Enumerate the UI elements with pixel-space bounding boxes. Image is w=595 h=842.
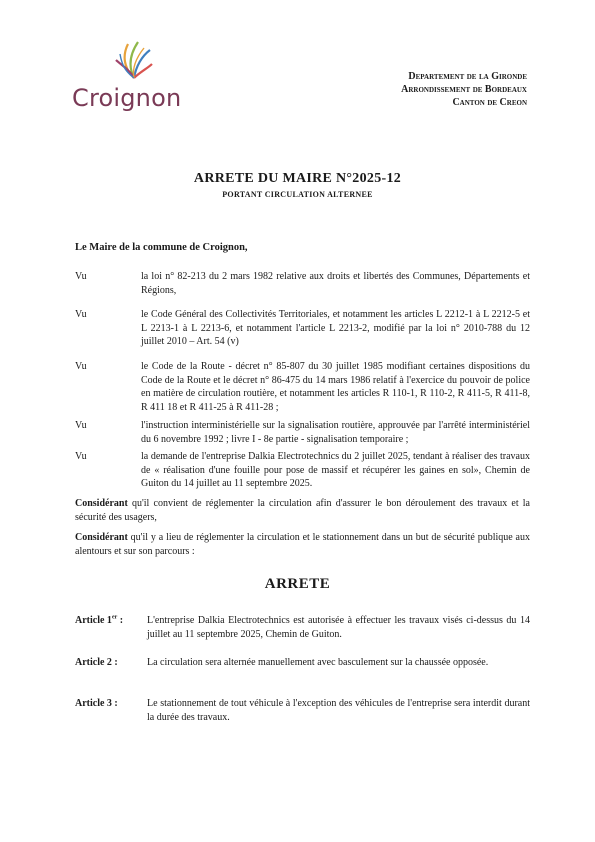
article-text: L'entreprise Dalkia Electrotechnics est autorisée à effectuer les travaux visés ci-dessus du 14 juillet au 11 septembre 2025, Chemin de Guiton.	[147, 615, 530, 640]
vu-clause	[75, 419, 530, 446]
article-label: Article 3 :	[75, 698, 118, 709]
vu-clause	[75, 360, 530, 414]
article-label: Article 1er :	[75, 614, 124, 626]
vu-clause	[75, 450, 530, 491]
vu-clause	[75, 308, 530, 349]
considerant-label: Considérant	[75, 498, 128, 509]
vu-clause	[75, 270, 530, 297]
considerant-clause	[75, 531, 530, 558]
vu-text: la loi n° 82-213 du 2 mars 1982 relative aux droits et libertés des Communes, Départements et Régions,	[141, 271, 530, 296]
header-canton: Canton de Creon	[452, 97, 527, 108]
administrative-header	[401, 70, 527, 109]
header-department: Departement de la Gironde	[408, 71, 527, 82]
header-arrondissement: Arrondissement de Bordeaux	[401, 84, 527, 95]
vu-text: le Code Général des Collectivités Territoriales, et notamment les articles L 2212-1 à L 2212-5 et L 2213-1 à L 2213-6, et notamment l'article L 2213-2, modifié par la loi n° 2010-788 du 12 juillet 2010 – Art. 54 (v)	[141, 309, 530, 348]
logo-emblem-icon	[114, 38, 154, 82]
vu-label: Vu	[75, 420, 87, 431]
vu-text: la demande de l'entreprise Dalkia Electrotechnics du 2 juillet 2025, tendant à réaliser des travaux de « réalisation d'une fouille pour pose de massif et récupérer les gaines en sol», Chemin de Guiton du 14 juillet au 11 septembre 2025.	[141, 451, 530, 490]
vu-label: Vu	[75, 271, 87, 282]
article	[75, 656, 530, 670]
article	[75, 614, 530, 641]
logo-wordmark: Croignon	[72, 84, 182, 112]
vu-label: Vu	[75, 309, 87, 320]
arrete-heading: ARRETE	[264, 576, 331, 592]
vu-text: le Code de la Route - décret n° 85-807 du 30 juillet 1985 modifiant certaines dispositions du Code de la Route et le décret n° 86-475 du 14 mars 1986 relatif à l'exercice du pouvoir de police en matière de circulation routière, et notamment les articles R 110-1, R 110-2, R 411-5, R 411-8, R 411 18 et R 411-25 à R 411-28 ;	[141, 361, 530, 413]
croignon-logo	[72, 38, 192, 118]
vu-label: Vu	[75, 451, 87, 462]
vu-label: Vu	[75, 361, 87, 372]
mayor-intro: Le Maire de la commune de Croignon,	[75, 242, 248, 253]
article	[75, 697, 530, 724]
considerant-text: qu'il y a lieu de réglementer la circulation et le stationnement dans un but de sécurité publique aux alentours et sur son parcours :	[75, 532, 530, 557]
considerant-clause	[75, 497, 530, 524]
document-subtitle: PORTANT CIRCULATION ALTERNEE	[222, 190, 373, 199]
article-text: La circulation sera alternée manuellement avec basculement sur la chaussée opposée.	[147, 657, 489, 668]
document-title: ARRETE DU MAIRE N°2025-12	[193, 171, 402, 186]
article-label: Article 2 :	[75, 657, 118, 668]
vu-text: l'instruction interministérielle sur la signalisation routière, approuvée par l'arrêté interministériel du 6 novembre 1992 ; livre I - 8e partie - signalisation temporaire ;	[141, 420, 530, 445]
article-text: Le stationnement de tout véhicule à l'exception des véhicules de l'entreprise sera interdit durant la durée des travaux.	[147, 698, 530, 723]
considerant-label: Considérant	[75, 532, 128, 543]
considerant-text: qu'il convient de réglementer la circulation afin d'assurer le bon déroulement des travaux et la sécurité des usagers,	[75, 498, 530, 523]
